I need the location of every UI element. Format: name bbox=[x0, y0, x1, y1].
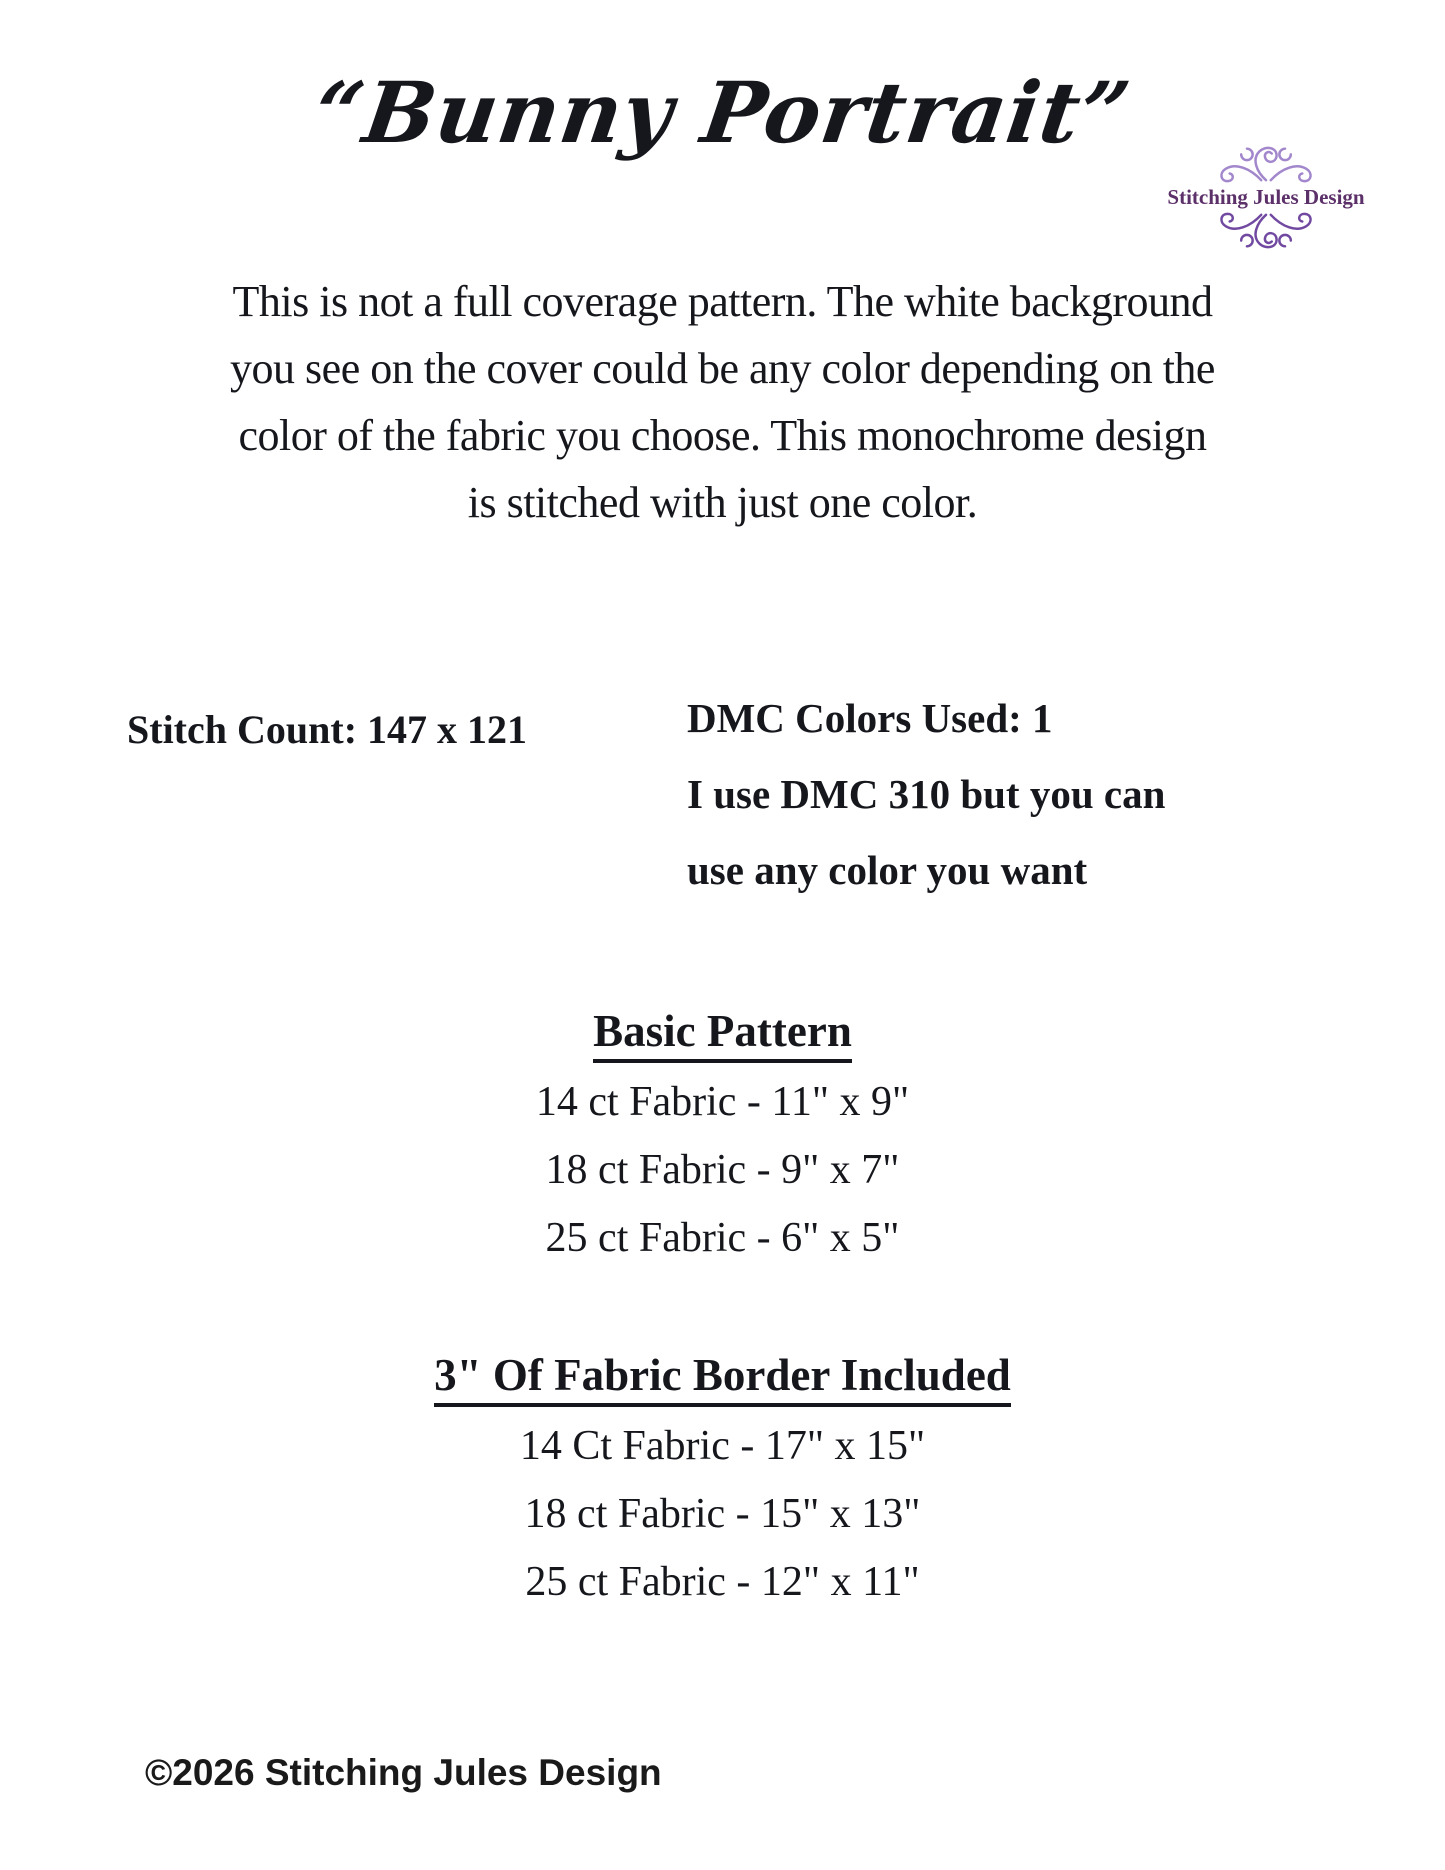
stitch-count-label: Stitch Count: 147 x 121 bbox=[127, 707, 528, 752]
fabric-size-row: 18 ct Fabric - 9" x 7" bbox=[545, 1147, 900, 1193]
fabric-size-row: 25 ct Fabric - 12" x 11" bbox=[525, 1559, 920, 1605]
fabric-size-row: 14 ct Fabric - 11" x 9" bbox=[535, 1079, 910, 1125]
basic-pattern-sizes bbox=[0, 1068, 1445, 1272]
flourish-top-icon bbox=[1207, 142, 1325, 184]
fabric-size-row: 14 Ct Fabric - 17" x 15" bbox=[519, 1423, 926, 1469]
intro-line: This is not a full coverage pattern. The white background bbox=[232, 277, 1213, 326]
intro-line: color of the fabric you choose. This monochrome design bbox=[238, 411, 1207, 460]
dmc-color-note-line: use any color you want bbox=[687, 847, 1088, 893]
fabric-size-row: 25 ct Fabric - 6" x 5" bbox=[545, 1215, 900, 1261]
border-pattern-heading: 3" Of Fabric Border Included bbox=[0, 1344, 1445, 1406]
dmc-colors-info bbox=[687, 680, 1165, 908]
dmc-color-note-line: I use DMC 310 but you can bbox=[687, 771, 1166, 817]
intro-line: is stitched with just one color. bbox=[467, 478, 978, 527]
copyright-text: ©2026 Stitching Jules Design bbox=[145, 1752, 662, 1793]
border-pattern-sizes bbox=[0, 1412, 1445, 1616]
flourish-bottom-icon bbox=[1207, 211, 1325, 253]
dmc-colors-used-line: DMC Colors Used: 1 bbox=[687, 695, 1053, 741]
intro-line: you see on the cover could be any color depending on the bbox=[230, 344, 1215, 393]
basic-pattern-heading: Basic Pattern bbox=[0, 1000, 1445, 1062]
page-title: “Bunny Portrait” bbox=[308, 63, 1137, 162]
fabric-size-row: 18 ct Fabric - 15" x 13" bbox=[524, 1491, 921, 1537]
border-pattern-section bbox=[0, 1344, 1445, 1616]
brand-logo-text: Stitching Jules Design bbox=[1167, 185, 1365, 209]
intro-paragraph bbox=[0, 268, 1445, 536]
brand-logo bbox=[1160, 142, 1372, 253]
basic-pattern-section bbox=[0, 1000, 1445, 1272]
